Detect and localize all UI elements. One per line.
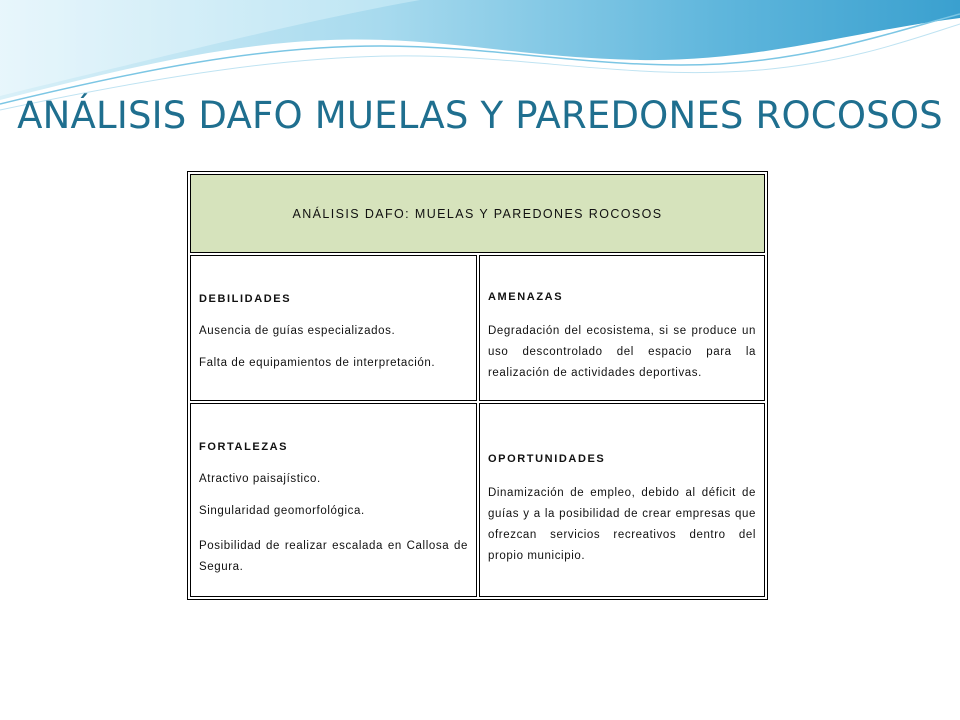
slide-title: ANÁLISIS DAFO MUELAS Y PAREDONES ROCOSOS [17,94,943,137]
cell-debilidades [190,255,477,401]
debilidades-item: Falta de equipamientos de interpretación. [199,357,436,369]
amenazas-text: Degradación del ecosistema, si se produce un uso descontrolado del espacio para la realización de actividades deportivas. [488,325,756,379]
oportunidades-text: Dinamización de empleo, debido al déficit de guías y a la posibilidad de crear empresas que ofrezcan servicios recreativos dentro del propio municipio. [488,487,756,562]
fortalezas-item: Atractivo paisajístico. [199,473,321,485]
cell-amenazas [479,255,765,401]
debilidades-heading: DEBILIDADES [199,293,292,305]
debilidades-item: Ausencia de guías especializados. [199,325,396,337]
oportunidades-heading: OPORTUNIDADES [488,453,606,465]
cell-oportunidades [479,403,765,597]
dafo-table-header: ANÁLISIS DAFO: MUELAS Y PAREDONES ROCOSOS [190,174,765,253]
dafo-table [187,171,768,600]
fortalezas-item: Singularidad geomorfológica. [199,505,365,517]
cell-fortalezas [190,403,477,597]
fortalezas-heading: FORTALEZAS [199,441,289,453]
amenazas-heading: AMENAZAS [488,291,564,303]
fortalezas-item: Posibilidad de realizar escalada en Callosa de Segura. [199,540,468,573]
